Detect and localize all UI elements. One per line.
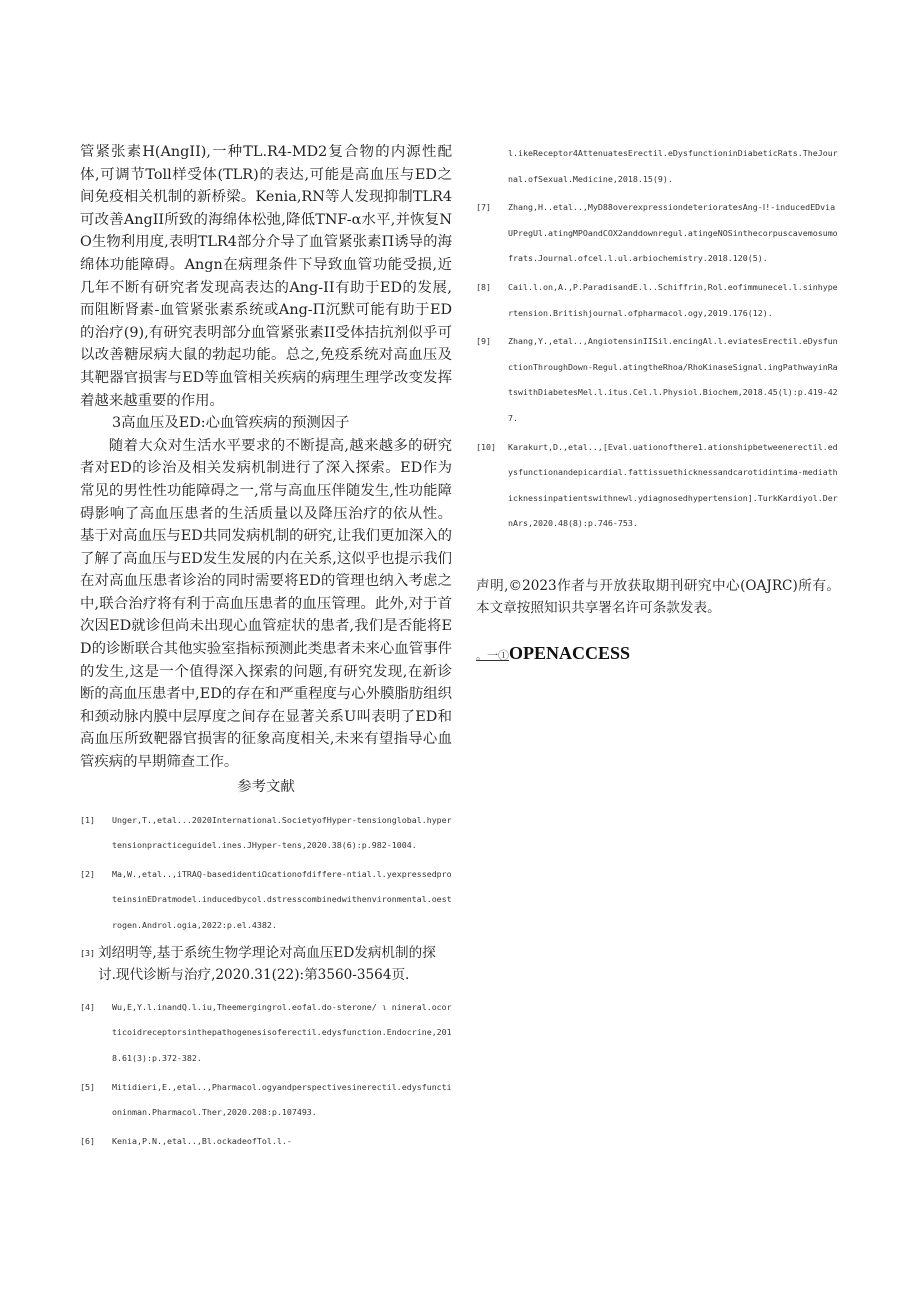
reference-continuation [476,141,840,192]
reference-item [80,862,452,939]
open-access-badge [476,643,840,664]
reference-number: [10] [476,441,496,452]
reference-number: [4] [80,1001,95,1012]
reference-number: [5] [80,1081,95,1092]
license-statement: 声明,©2023作者与开放获取期刊研究中心(OAJRC)所有。本文章按照知识共享署名许可条款发表。 [476,577,840,616]
reference-text: Cail.l.on,A.,P.ParadisandE.l..Schiffrin,Rol.eofimmunecel.l.sinhypertension.Britishjournal.ofpharmacol.ogy,2019.176(12). [508,281,838,318]
reference-item [476,435,840,537]
reference-item [80,995,452,1072]
reference-number: [2] [80,868,95,879]
reference-item [80,942,452,987]
reference-text: Zhang,H..etal..,MyD88overexpressiondeterioratesAng-Ⅰ!-inducedEDviaUPregUl.atingMPOandCOX2anddownregul.atingeNOSinthecorpuscavemosumofrats.Journal.ofcel.l.ul.arbiochemistry.2018.120(5). [508,202,838,264]
reference-item [476,195,840,272]
body-paragraph-1: 管紧张素H(AngII),一种TL.R4-MD2复合物的内源性配体,可调节Toll样受体(TLR)的表达,可能是高血压与ED之间免疫相关机制的新桥梁。Kenia,RN等人发现抑制TLR4可改善AngII所致的海绵体松弛,降低TNF-α水平,并恢复NO生物利用度,表明TLR4部分介导了血管紧张素Π诱导的海绵体功能障碍。Angn在病理条件下导致血管功能受损,近几年不断有研究者发现高表达的Ang-II有助于ED的发展,而阻断肾素-血管紧张素系统或Ang-Π沉默可能有助于ED的治疗(9),有研究表明部分血管紧张素II受体拮抗剂似乎可以改善糖尿病大鼠的勃起功能。总之,免疫系统对高血压及其靶器官损害与ED等血管相关疾病的病理生理学改变发挥着越来越重要的作用。 [80,144,452,409]
reference-text: Zhang,Y.,etal..,AngiotensinIISil.encingAl.l.eviatesErectil.eDysfunctionThroughDown-Regul.atingtheRhoa/RhoKinaseSignal.ingPathwayinRatswithDiabetesMel.l.itus.Cel.l.Physiol.Biochem,2018.45(l):p.419-427. [508,336,838,423]
reference-number: [6] [80,1135,95,1146]
open-access-label: OPENACCESS [509,642,631,663]
reference-text: Mitidieri,E.,etal..,Pharmacol.ogyandperspectivesinerectil.edysfunctioninman.Pharmacol.Ther,2020.208:p.107493. [112,1081,452,1118]
reference-text: 刘绍明等,基于系统生物学理论对高血压ED发病机制的探讨.现代诊断与治疗,2020.31(22):第3560-3564页. [98,944,436,984]
reference-text: l.ikeReceptor4AttenuatesErectil.eDysfunctioninDiabeticRats.TheJournal.ofSexual.Medicine,2018.15(9). [508,148,838,184]
body-paragraph-2: 随着大众对生活水平要求的不断提高,越来越多的研究者对ED的诊治及相关发病机制进行了深入探索。ED作为常见的男性性功能障碍之一,常与高血压伴随发生,性功能障碍影响了高血压患者的生活质量以及降压治疗的依从性。基于对高血压与ED共同发病机制的研究,让我们更加深入的了解了高血压与ED发生发展的内在关系,这似乎也提示我们在对高血压患者诊治的同时需要将ED的管理也纳入考虑之中,联合治疗将有利于高血压患者的血压管理。此外,对于首次因ED就诊但尚未出现心血管症状的患者,我们是否能将ED的诊断联合其他实验室指标预测此类患者未来心血管事件的发生,这是一个值得深入探索的问题,有研究发现,在新诊断的高血压患者中,ED的存在和严重程度与心外膜脂肪组织和颈动脉内膜中层厚度之间存在显著关系U叫表明了ED和高血压所致靶器官损害的征象高度相关,未来有望指导心血管疾病的早期筛查工作。 [80,437,452,771]
reference-text: Kenia,P.N.,etal..,Bl.ockadeofTol.l.- [112,1135,292,1146]
reference-text: Ma,W.,etal..,iTRAQ-basedidentiΩcationofdiffere-ntial.l.yexpressedproteinsinEDratmodel.inducedbycol.dstresscombinedwithenvironmental.oestrogen.Androl.ogia,2022:p.el.4382. [112,868,452,930]
reference-number: [3] [80,947,95,958]
reference-number: [7] [476,202,491,213]
reference-text: Wu,E,Y.l.inandQ.l.iu,Theemergingrol.eofal.do-sterone/ ι nineral.ocorticoidreceptorsinthepathogenesisoferectil.edysfunction.Endocrine,2018.61(3):p.372-382. [112,1001,452,1063]
left-column [80,141,452,1157]
reference-number: [8] [476,281,491,292]
references-title: 参考文献 [237,778,295,795]
reference-text: Unger,T.,etal...2020International.SocietyofHyper-tensionglobal.hypertensionpracticeguidel.ines.JHyper-tens,2020.38(6):p.982-1004. [112,814,452,851]
reference-text: Karakurt,D.,etal..,[Eval.uationofthere1.ationshipbetweenerectil.edysfunctionandepicardial.fattissuethicknessandcarotidintima-mediathicknessinpatientswithnewl.ydiagnosedhypertension].TurkKardiyol.DernArs,2020.48(8):p.746-753. [508,441,838,529]
reference-item [80,808,452,859]
right-column [476,141,840,664]
reference-item [476,329,840,431]
reference-item [476,275,840,326]
reference-number: [1] [80,814,95,825]
section-heading: 3高血压及ED:心血管疾病的预测因子 [112,415,350,432]
open-access-icon: 。一① [476,648,509,662]
reference-item [80,1129,452,1155]
reference-item [80,1075,452,1126]
reference-number: [9] [476,336,491,347]
